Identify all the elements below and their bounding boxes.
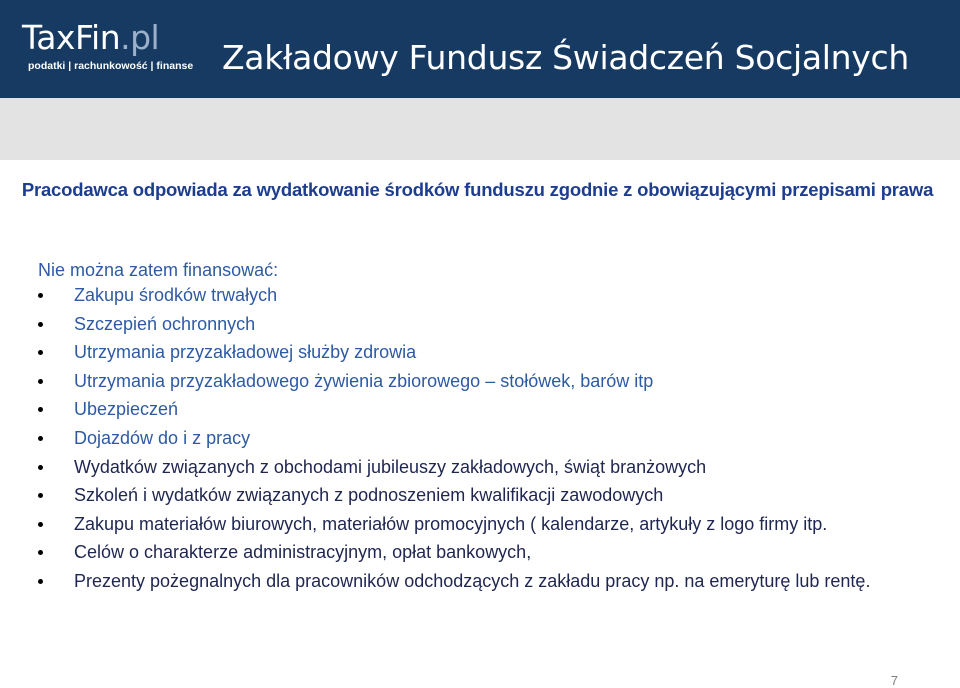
list-item-text: Wydatków związanych z obchodami jubileuszy zakładowych, świąt branżowych <box>74 456 707 477</box>
bullet-icon <box>38 379 43 384</box>
list-item-text: Utrzymania przyzakładowej służby zdrowia <box>74 342 417 363</box>
bullet-icon <box>38 350 43 355</box>
taxfin-logo[interactable] <box>22 18 192 76</box>
list-item-text: Zakupu środków trwałych <box>74 285 278 305</box>
list-item-text: Celów o charakterze administracyjnym, opłat bankowych, <box>74 542 532 563</box>
bullet-icon <box>38 407 43 412</box>
bullet-icon <box>38 493 43 498</box>
logo-tld: .pl <box>120 18 160 57</box>
list-item <box>38 456 918 478</box>
bullet-icon <box>38 550 43 555</box>
list-item <box>38 484 918 506</box>
list-item-text: Szkoleń i wydatków związanych z podnoszeniem kwalifikacji zawodowych <box>74 485 664 506</box>
bullet-icon <box>38 522 43 527</box>
list-item <box>38 513 918 535</box>
logo-name: TaxFin <box>22 18 121 57</box>
logo-tagline: podatki | rachunkowość | finanse <box>28 60 194 72</box>
intro-text: Nie można zatem finansować: <box>38 260 279 280</box>
list-item-text: Ubezpieczeń <box>74 399 179 420</box>
bullet-icon <box>38 293 43 298</box>
slide-title: Zakładowy Fundusz Świadczeń Socjalnych <box>222 38 909 77</box>
bullet-icon <box>38 579 43 584</box>
logo-wordmark <box>22 18 192 58</box>
list-item <box>38 370 918 392</box>
list-item-text: Zakupu materiałów biurowych, materiałów promocyjnych ( kalendarze, artykuły z logo firmy itp. <box>74 513 828 534</box>
list-item <box>38 570 918 592</box>
list-item-text: Szczepień ochronnych <box>74 313 256 334</box>
bullet-list <box>38 284 918 599</box>
bullet-icon <box>38 436 43 441</box>
list-item <box>38 427 918 449</box>
list-item <box>38 541 918 563</box>
page-number: 7 <box>890 673 898 688</box>
header-bar <box>0 0 960 98</box>
list-item <box>38 398 918 420</box>
list-item <box>38 313 918 335</box>
list-item-text: Prezenty pożegnalnych dla pracowników odchodzących z zakładu pracy np. na emeryturę lub rentę. <box>74 570 871 591</box>
list-item <box>38 341 918 363</box>
list-item <box>38 284 918 306</box>
bullet-icon <box>38 465 43 470</box>
list-item-text: Utrzymania przyzakładowego żywienia zbiorowego – stołówek, barów itp <box>74 370 654 391</box>
header-strip <box>0 98 960 160</box>
list-item-text: Dojazdów do i z pracy <box>74 427 251 448</box>
slide-subtitle: Pracodawca odpowiada za wydatkowanie środków funduszu zgodnie z obowiązującymi przepisami prawa <box>21 179 934 200</box>
bullet-icon <box>38 322 43 327</box>
